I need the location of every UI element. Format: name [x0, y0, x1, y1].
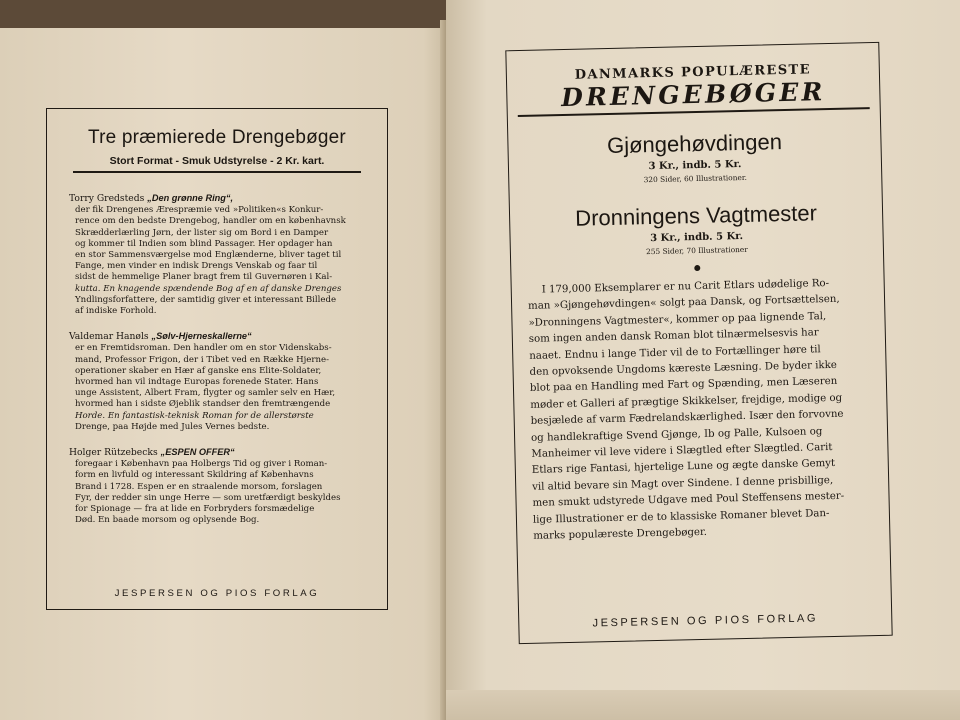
text-line: og handlekraftige Svend Gjønge, Ib og Palle, Kulsoen og [530, 425, 823, 444]
text-line: der fik Drengenes Ærespræmie ved »Politiken«s Konkur- [75, 205, 324, 216]
text-line: rence om den bedste Drengebog, handler om en københavnsk [75, 216, 346, 227]
text-line: marks populæreste Drengebøger. [533, 526, 708, 542]
text-line: Manheimer vil leve videre i Slægtled efter Slægtled. Carit [531, 442, 833, 460]
text-line: hvormed han vil indtage Europas forenede Stater. Hans [75, 377, 319, 388]
book-entry-den-gronne-ring [69, 193, 365, 317]
text-line: den opvoksende Ungdoms kæreste Læsning. De byder ikke [529, 359, 837, 378]
left-ad-subtitle: Stort Format - Smuk Udstyrelse - 2 Kr. kart. [73, 155, 361, 173]
text-line: naaet. Endnu i lange Tider vil de to Fortællinger høre til [529, 343, 821, 362]
left-ad-title: Tre præmierede Drengebøger [88, 127, 346, 148]
book-description [69, 343, 365, 433]
text-line: unge Assistent, Albert Fram, flygter og samler selv en Hær, [75, 388, 336, 399]
book-price: 3 Kr., indb. 5 Kr. [648, 158, 742, 173]
text-line: Yndlingsforfattere, der samtidig giver et interessant Billede [75, 294, 337, 305]
text-line: »Dronningens Vagtmester«, kommer op paa lignende Tal, [528, 310, 827, 329]
book-description [69, 459, 365, 526]
left-page [0, 28, 446, 720]
text-line: foregaar i København paa Holbergs Tid og giver i Roman- [75, 459, 328, 470]
right-header-line2: DRENGEBØGER [517, 76, 870, 117]
right-header-line1: DANMARKS POPULÆRESTE [574, 62, 812, 83]
left-publisher: JESPERSEN OG PIOS FORLAG [114, 588, 320, 599]
book-title: „Sølv-Hjerneskallerne“ [151, 331, 252, 342]
right-publisher: JESPERSEN OG PIOS FORLAG [592, 612, 819, 630]
text-line: form en livfuld og interessant Skildring af Københavns [75, 470, 314, 481]
bullet-dot [694, 265, 700, 271]
text-line: møder et Galleri af prægtige Skikkelser, frejdige, modige og [530, 392, 843, 411]
text-line: sidst de hemmelige Planer bragt frem til Guvernøren i Kal- [75, 272, 333, 283]
book-author: Torry Gredsteds [69, 193, 145, 204]
page-bottom-edge [446, 690, 960, 720]
book-title-gjongehovdingen: Gjøngehøvdingen [606, 129, 783, 159]
text-line: lige Illustrationer er de to klassiske Romaner blevet Dan- [532, 507, 830, 526]
text-line: Fyr, der redder sin unge Herre — som uretfærdigt beskyldes [75, 492, 341, 503]
text-line: Etlars rige Fantasi, hjertelige Lune og ægte danske Gemyt [531, 458, 836, 477]
text-line: blot paa en Handling med Fart og Spænding, men Læseren [529, 376, 838, 395]
text-line: en stor Sammensværgelse mod Englænderne, bliver taget til [75, 250, 342, 261]
text-line: men smukt udstyrede Udgave med Poul Steffensens mester- [532, 491, 845, 510]
book-entry-espen-offer [69, 447, 365, 526]
text-line: vil altid bevare sin Magt over Sindene. I denne prisbillige, [532, 474, 834, 493]
text-line: man »Gjøngehøvdingen« solgt paa Dansk, og Fortsættelsen, [528, 294, 840, 313]
text-line: Skrædderlærling Jørn, der lister sig om Bord i en Damper [75, 227, 329, 238]
text-line: er en Fremtidsroman. Den handler om en stor Videnskabs- [75, 343, 332, 354]
description-paragraph [528, 275, 874, 545]
text-line: Død. En baade morsom og oplysende Bog. [75, 515, 260, 526]
book-price: 3 Kr., indb. 5 Kr. [650, 230, 744, 245]
book-info: 320 Sider, 60 Illustrationer. [643, 172, 747, 185]
book-entry-solv-hjerneskallerne [69, 331, 365, 433]
text-line: og kommer til Indien som blind Passager. Her opdager han [75, 238, 333, 249]
book-author: Holger Rützebecks [69, 447, 158, 459]
text-line: I 179,000 Eksemplarer er nu Carit Etlars udødelige Ro- [541, 278, 830, 296]
text-line: Fange, men vinder en indisk Drengs Venskab og faar til [75, 261, 318, 272]
text-line: som ingen anden dansk Roman blot tilnærmelsesvis har [528, 327, 819, 346]
book-info: 255 Sider, 70 Illustrationer [645, 244, 748, 257]
text-line: hvormed han i sidste Øjeblik standser den fremtrængende [75, 399, 331, 410]
left-ad-frame [46, 108, 388, 610]
text-line: Brand i 1728. Espen er en straalende morsom, forslagen [75, 481, 323, 492]
book-title: „Den grønne Ring“, [147, 193, 234, 203]
text-line: Drenge, paa Højde med Jules Vernes bedste. [75, 421, 270, 432]
book-title-dronningens-vagtmester: Dronningens Vagtmester [574, 200, 818, 231]
text-line: operationer skaber en Hær af ganske ens Elite-Soldater, [75, 365, 322, 376]
book-title: „ESPEN OFFER“ [160, 447, 235, 458]
text-line: for Spionage — fra at lide en Forbryders forsmædelige [75, 504, 315, 515]
text-line: besjælede af varm Fædrelandskærlighed. Især den forvovne [530, 408, 844, 428]
text-line: mand, Professor Frigon, der i Tibet ved en Række Hjerne- [75, 354, 329, 365]
text-line: kutta. En knagende spændende Bog af en af danske Drenges [75, 283, 342, 294]
book-author: Valdemar Hanøls [69, 331, 149, 343]
right-page [446, 0, 960, 720]
right-ad-frame [505, 42, 892, 644]
text-line: af indiske Forhold. [75, 306, 157, 317]
book-description [69, 205, 365, 317]
text-line: Horde. En fantastisk-teknisk Roman for de allerstørste [75, 410, 314, 421]
